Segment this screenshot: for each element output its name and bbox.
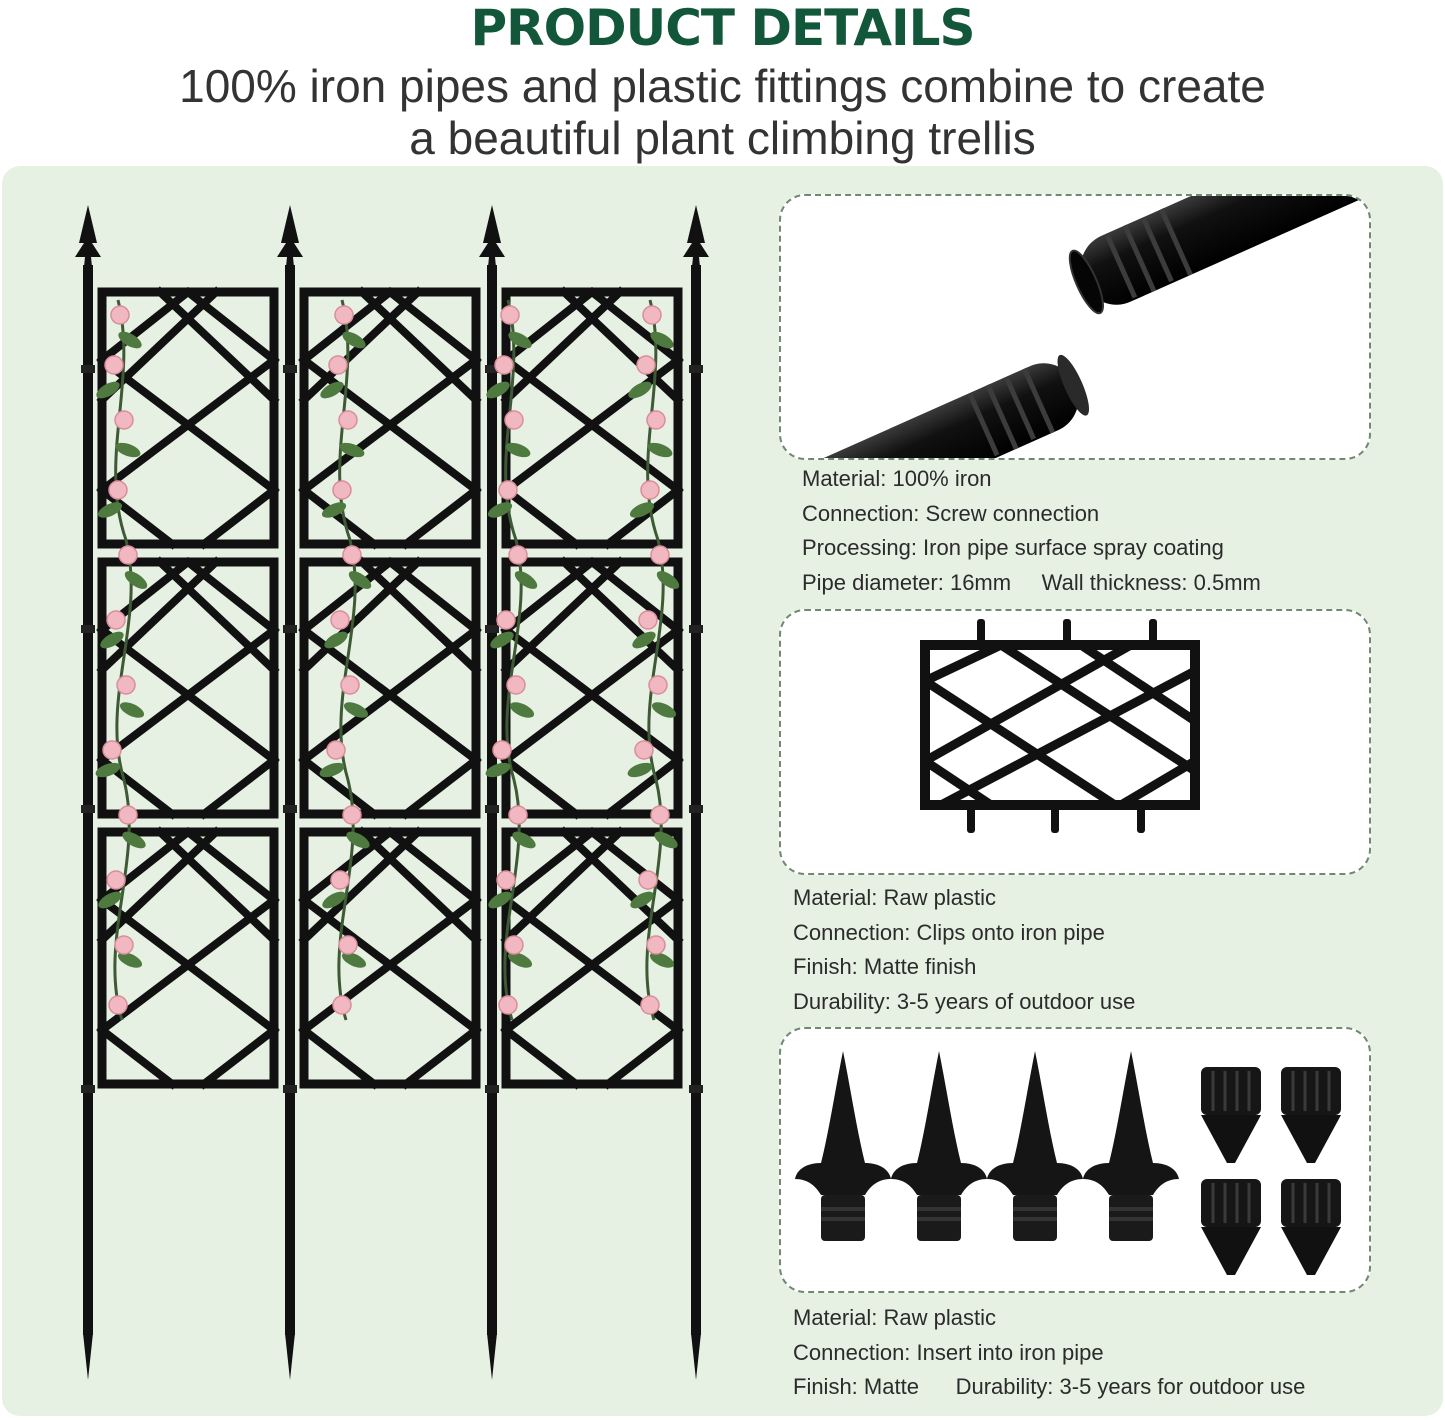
spec-line: Connection: Clips onto iron pipe [793, 919, 1105, 945]
spec-line: Material: Raw plastic [793, 885, 996, 910]
trellis-illustration [60, 200, 740, 1380]
subtitle-line-2: a beautiful plant climbing trellis [409, 112, 1036, 164]
spec-line: Material: 100% iron [802, 466, 992, 491]
spec-line: Pipe diameter: 16mm Wall thickness: 0.5mm [802, 569, 1261, 595]
spike-cap-card [779, 1027, 1371, 1293]
iron-pipe-specs [802, 462, 1261, 600]
iron-pipe-icon [781, 196, 1369, 458]
page-title: PRODUCT DETAILS [470, 0, 975, 57]
subtitle-line-1: 100% iron pipes and plastic fittings combine to create [179, 60, 1266, 112]
spec-line: Finish: Matte Durability: 3-5 years for outdoor use [793, 1374, 1306, 1399]
spike-cap-specs [793, 1301, 1305, 1405]
lattice-panel-card [779, 609, 1371, 875]
spec-line: Connection: Screw connection [802, 500, 1100, 526]
spec-line: Durability: 3-5 years of outdoor use [793, 988, 1136, 1014]
spec-line: Material: Raw plastic [793, 1305, 996, 1330]
lattice-panel-icon [781, 611, 1369, 873]
spike-cap-icon [781, 1029, 1369, 1291]
spec-line: Finish: Matte finish [793, 954, 977, 979]
spec-line: Processing: Iron pipe surface spray coating [802, 535, 1224, 560]
iron-pipe-card [779, 194, 1371, 460]
lattice-panel-specs [793, 881, 1135, 1019]
spec-line: Connection: Insert into iron pipe [793, 1339, 1104, 1365]
page-subtitle [0, 60, 1445, 164]
